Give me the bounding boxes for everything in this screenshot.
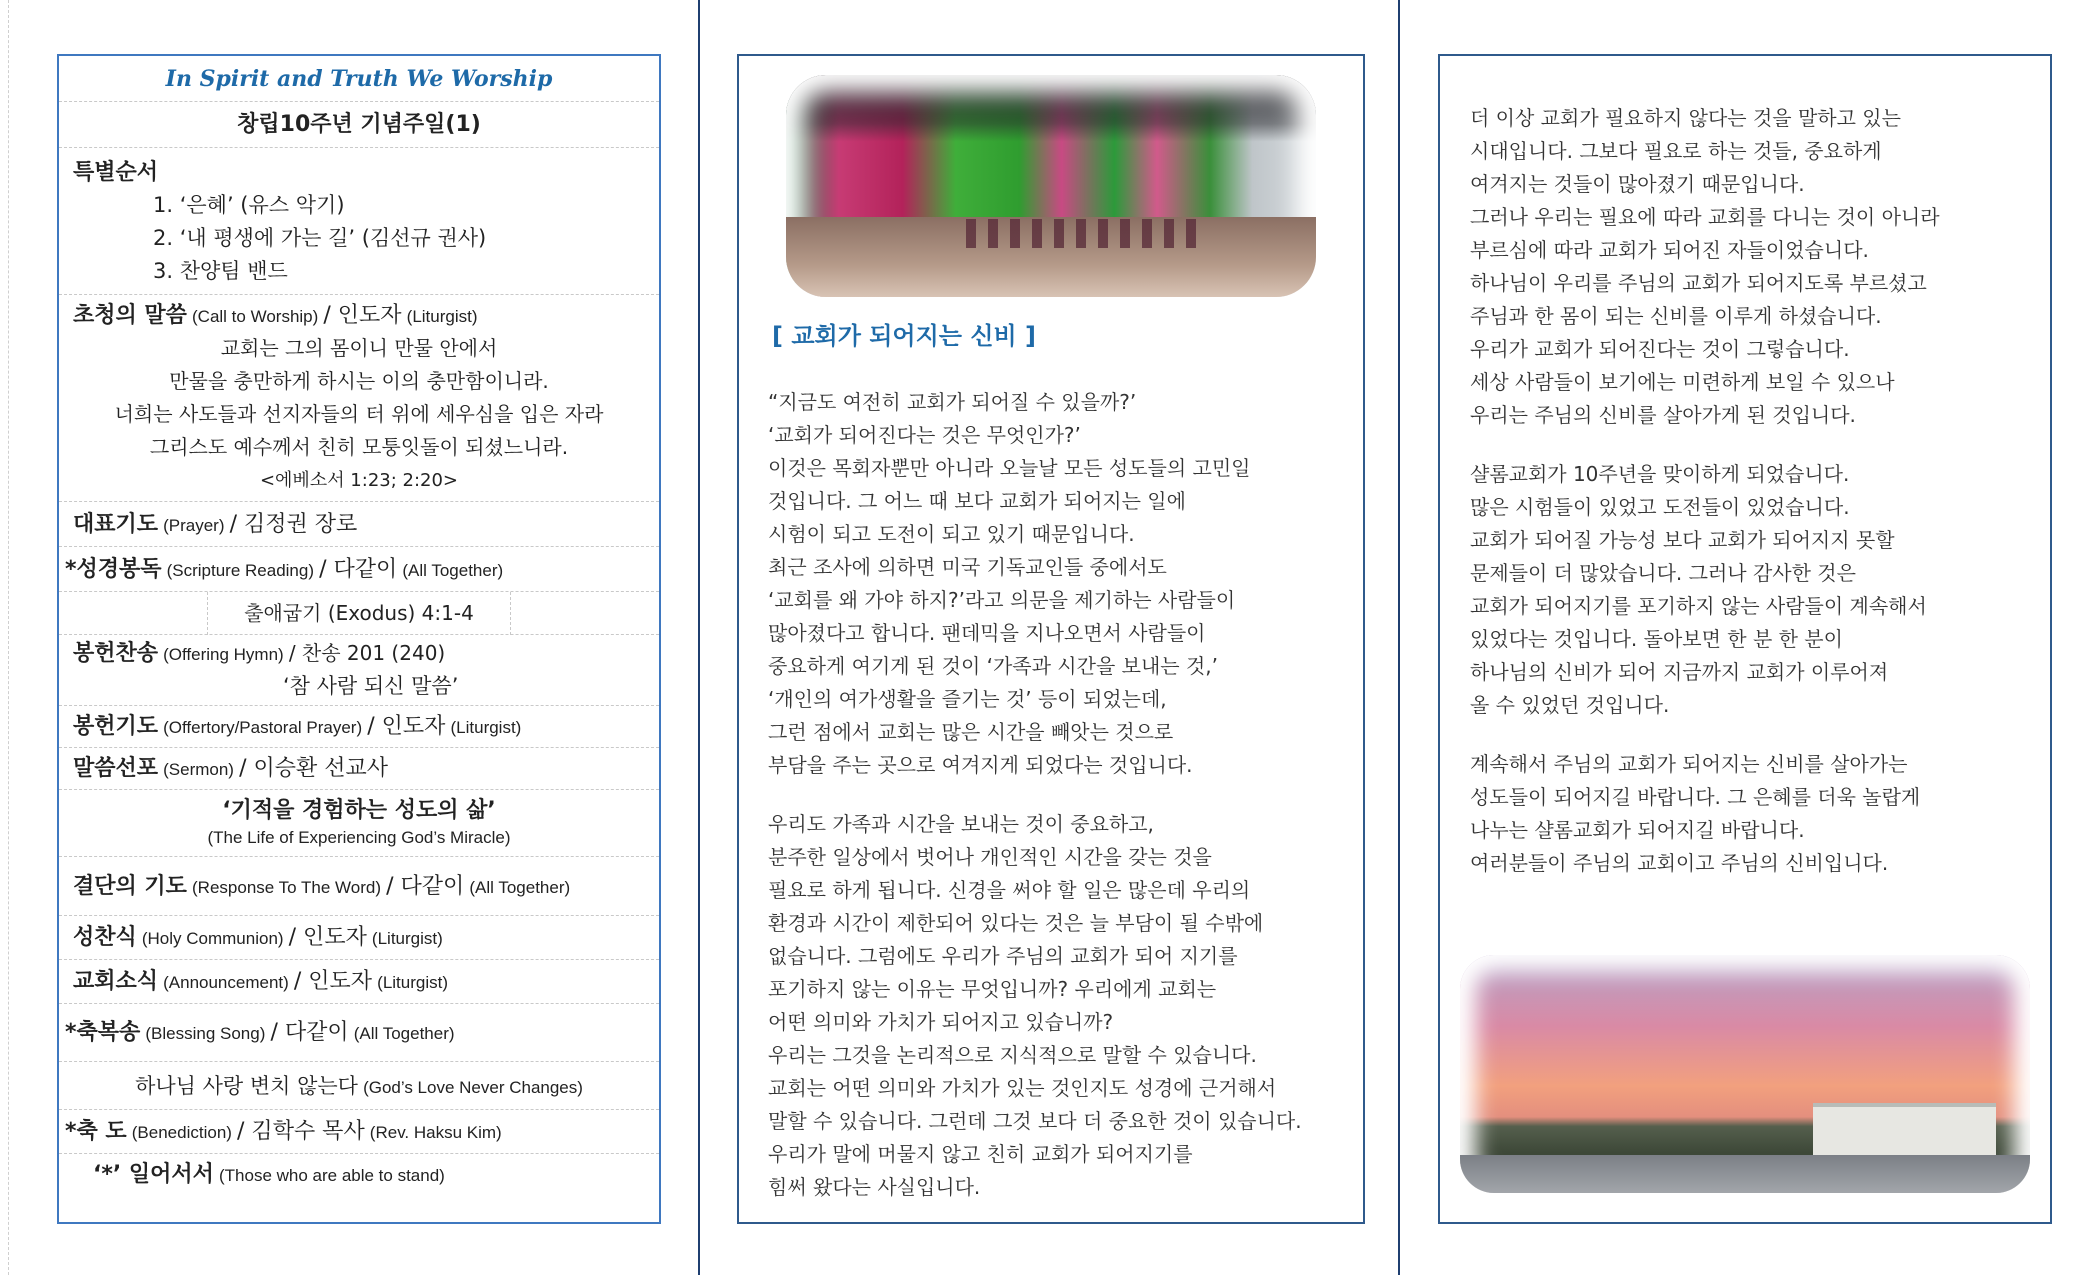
offering-hymn-title: ‘참 사람 되신 말씀’ bbox=[283, 674, 459, 698]
sermon-label: 말씀선포 bbox=[73, 756, 159, 781]
article-right-line: 주님과 한 몸이 되는 신비를 이루게 하셨습니다. bbox=[1470, 304, 1882, 328]
article-right-line: 올 수 있었던 것입니다. bbox=[1470, 693, 1670, 717]
sermon-speaker: / 이승환 선교사 bbox=[239, 756, 388, 781]
announcement-label: 교회소식 bbox=[73, 969, 159, 994]
fold-line-1 bbox=[698, 0, 700, 1275]
blessing-song-label-en: (Blessing Song) bbox=[145, 1024, 266, 1043]
call-leader: / 인도자 bbox=[323, 303, 402, 328]
special-item-2: 2. ‘내 평생에 가는 길’ (김선규 권사) bbox=[153, 226, 487, 250]
response-leader-en: (All Together) bbox=[469, 878, 571, 897]
benediction-leader: / 김학수 목사 bbox=[237, 1119, 365, 1144]
article-title: [ 교회가 되어지는 신비 ] bbox=[772, 322, 1037, 350]
article-left-line: 그런 점에서 교회는 많은 시간을 빼앗는 것으로 bbox=[768, 720, 1174, 744]
communion-row bbox=[59, 916, 659, 960]
announcement-row bbox=[59, 960, 659, 1004]
response-leader: / 다같이 bbox=[386, 874, 465, 899]
sermon-row bbox=[59, 748, 659, 790]
article-right-line: 부르심에 따라 교회가 되어진 자들이었습니다. bbox=[1470, 238, 1869, 262]
offertory-label-en: (Offertory/Pastoral Prayer) bbox=[163, 718, 363, 737]
article-right-line: 하나님이 우리를 주님의 교회가 되어지도록 부르셨고 bbox=[1470, 271, 1927, 295]
special-program-heading: 특별순서 bbox=[73, 160, 159, 185]
article-right-line: 많은 시험들이 있었고 도전들이 있었습니다. bbox=[1470, 495, 1850, 519]
offertory-leader: / 인도자 bbox=[367, 714, 446, 739]
call-verse-1: 교회는 그의 몸이니 만물 안에서 bbox=[220, 336, 498, 360]
call-verse-ref: <에베소서 1:23; 2:20> bbox=[259, 470, 459, 491]
article-left-line: 환경과 시간이 제한되어 있다는 것은 늘 부담이 될 수밖에 bbox=[768, 911, 1264, 935]
article-right-line: 있었다는 것입니다. 돌아보면 한 분 한 분이 bbox=[1470, 627, 1843, 651]
call-leader-en: (Liturgist) bbox=[406, 307, 478, 326]
stand-note-label: ‘*’ 일어서서 bbox=[93, 1162, 214, 1187]
article-right-line: 나누는 샬롬교회가 되어지길 바랍니다. bbox=[1470, 818, 1805, 842]
stand-note-row bbox=[59, 1154, 659, 1196]
article-right-line: 그러나 우리는 필요에 따라 교회를 다니는 것이 아니라 bbox=[1470, 205, 1940, 229]
offertory-prayer-row bbox=[59, 706, 659, 748]
article-right-line: 세상 사람들이 보기에는 미련하게 보일 수 있으나 bbox=[1470, 370, 1895, 394]
sermon-title-en: (The Life of Experiencing God’s Miracle) bbox=[207, 828, 511, 847]
prayer-label: 대표기도 bbox=[73, 512, 159, 537]
article-right-line: 더 이상 교회가 필요하지 않다는 것을 말하고 있는 bbox=[1470, 106, 1901, 130]
article-left-line: 말할 수 있습니다. 그런데 그것 보다 더 중요한 것이 있습니다. bbox=[768, 1109, 1302, 1133]
response-prayer-row bbox=[59, 857, 659, 916]
call-verse-4: 그리스도 예수께서 친히 모퉁잇돌이 되셨느니라. bbox=[149, 435, 569, 459]
blessing-song-leader: / 다같이 bbox=[270, 1020, 349, 1045]
article-right-line: 교회가 되어질 가능성 보다 교회가 되어지지 못할 bbox=[1470, 528, 1895, 552]
article-right-line: 문제들이 더 많았습니다. 그러나 감사한 것은 bbox=[1470, 561, 1856, 585]
article-left-line: 분주한 일상에서 벗어나 개인적인 시간을 갖는 것을 bbox=[768, 845, 1212, 869]
communion-label: 성찬식 bbox=[73, 925, 137, 950]
article-left-line: 시험이 되고 도전이 되고 있기 때문입니다. bbox=[768, 522, 1135, 546]
benediction-label-en: (Benediction) bbox=[131, 1123, 232, 1142]
closing-hymn-ko: 하나님 사랑 변치 않는다 bbox=[135, 1074, 358, 1098]
blessing-song-leader-en: (All Together) bbox=[353, 1024, 455, 1043]
article-left-line: 최근 조사에 의하면 미국 기독교인들 중에서도 bbox=[768, 555, 1167, 579]
call-verse-3: 너희는 사도들과 선지자들의 터 위에 세우심을 입은 자라 bbox=[114, 402, 604, 426]
scripture-reading-row bbox=[59, 547, 659, 592]
special-item-1: 1. ‘은혜’ (유스 악기) bbox=[153, 193, 345, 217]
offertory-leader-en: (Liturgist) bbox=[450, 718, 522, 737]
article-left-line: ‘교회를 왜 가야 하지?’라고 의문을 제기하는 사람들이 bbox=[768, 588, 1236, 612]
article-left-line: 중요하게 여기게 된 것이 ‘가족과 시간을 보내는 것,’ bbox=[768, 654, 1218, 678]
prayer-leader: / 김정권 장로 bbox=[229, 512, 358, 537]
article-left-line: 어떤 의미와 가치가 되어지고 있습니까? bbox=[768, 1010, 1114, 1034]
closing-hymn-row bbox=[59, 1062, 659, 1110]
prayer-row bbox=[59, 502, 659, 547]
article-left-line: ‘개인의 여가생활을 즐기는 것’ 등이 되었는데, bbox=[768, 687, 1167, 711]
offering-hymn-row bbox=[59, 635, 659, 706]
benediction-label: *축 도 bbox=[65, 1119, 127, 1144]
church-building-sunset-photo bbox=[1460, 955, 2030, 1193]
offertory-label: 봉헌기도 bbox=[73, 714, 159, 739]
article-left-line: “지금도 여전히 교회가 되어질 수 있을까?’ bbox=[768, 390, 1137, 414]
call-to-worship-section bbox=[59, 295, 659, 502]
article-left-line: 우리도 가족과 시간을 보내는 것이 중요하고, bbox=[768, 812, 1154, 836]
call-verse-2: 만물을 충만하게 하시는 이의 충만함이니라. bbox=[169, 369, 549, 393]
article-column-right bbox=[1470, 102, 2040, 880]
church-interior-photo bbox=[786, 75, 1316, 297]
article-left-line: 교회는 어떤 의미와 가치가 있는 것인지도 성경에 근거해서 bbox=[768, 1076, 1277, 1100]
article-left-line: 이것은 목회자뿐만 아니라 오늘날 모든 성도들의 고민일 bbox=[768, 456, 1251, 480]
offering-hymn-number: / 찬송 201 (240) bbox=[288, 641, 446, 665]
paragraph-gap bbox=[1470, 722, 2040, 748]
article-right-line: 성도들이 되어지길 바랍니다. 그 은혜를 더욱 놀랍게 bbox=[1470, 785, 1921, 809]
article-left-line: 필요로 하게 됩니다. 신경을 써야 할 일은 많은데 우리의 bbox=[768, 878, 1251, 902]
article-left-line: 없습니다. 그럼에도 우리가 주님의 교회가 되어 지기를 bbox=[768, 944, 1238, 968]
paragraph-gap bbox=[1470, 432, 2040, 458]
worship-theme: In Spirit and Truth We Worship bbox=[59, 56, 659, 102]
call-label: 초청의 말씀 bbox=[73, 303, 187, 328]
offering-hymn-label-en: (Offering Hymn) bbox=[163, 645, 284, 664]
scripture-leader-en: (All Together) bbox=[402, 561, 504, 580]
scripture-label-en: (Scripture Reading) bbox=[166, 561, 315, 580]
response-label-en: (Response To The Word) bbox=[192, 878, 381, 897]
article-left-line: 것입니다. 그 어느 때 보다 교회가 되어지는 일에 bbox=[768, 489, 1186, 513]
offering-hymn-label: 봉헌찬송 bbox=[73, 641, 159, 666]
article-left-line: 우리는 그것을 논리적으로 지식적으로 말할 수 있습니다. bbox=[768, 1043, 1257, 1067]
article-right-line: 샬롬교회가 10주년을 맞이하게 되었습니다. bbox=[1470, 462, 1850, 486]
article-right-line: 우리가 교회가 되어진다는 것이 그렇습니다. bbox=[1470, 337, 1850, 361]
article-left-line: 많아졌다고 합니다. 팬데믹을 지나오면서 사람들이 bbox=[768, 621, 1206, 645]
page-edge-line bbox=[8, 0, 9, 1275]
scripture-leader: / 다같이 bbox=[319, 557, 398, 582]
article-left-line: 우리가 말에 머물지 않고 친히 교회가 되어지기를 bbox=[768, 1142, 1193, 1166]
article-left-line: 부담을 주는 곳으로 여겨지게 되었다는 것입니다. bbox=[768, 753, 1193, 777]
stand-note-en: (Those who are able to stand) bbox=[218, 1166, 445, 1185]
special-item-3: 3. 찬양팀 밴드 bbox=[153, 259, 288, 283]
announcement-leader-en: (Liturgist) bbox=[377, 973, 449, 992]
sermon-label-en: (Sermon) bbox=[163, 760, 234, 779]
article-left-line: 힘써 왔다는 사실입니다. bbox=[768, 1175, 981, 1199]
scripture-label: *성경봉독 bbox=[65, 557, 162, 582]
article-left-line: ‘교회가 되어진다는 것은 무엇인가?’ bbox=[768, 423, 1081, 447]
announcement-leader: / 인도자 bbox=[293, 969, 373, 994]
call-label-en: (Call to Worship) bbox=[192, 307, 319, 326]
article-left-line: 포기하지 않는 이유는 무엇입니까? 우리에게 교회는 bbox=[768, 977, 1217, 1001]
service-title: 창립10주년 기념주일(1) bbox=[59, 102, 659, 148]
article-right-line: 계속해서 주님의 교회가 되어지는 신비를 살아가는 bbox=[1470, 752, 1908, 776]
prayer-label-en: (Prayer) bbox=[163, 516, 225, 535]
fold-line-2 bbox=[1398, 0, 1400, 1275]
scripture-passage: 출애굽기 (Exodus) 4:1-4 bbox=[207, 592, 511, 635]
blessing-song-label: *축복송 bbox=[65, 1020, 141, 1045]
scripture-passage-row bbox=[59, 592, 659, 635]
paragraph-gap bbox=[768, 782, 1358, 808]
article-right-line: 하나님의 신비가 되어 지금까지 교회가 이루어져 bbox=[1470, 660, 1889, 684]
benediction-row bbox=[59, 1110, 659, 1154]
communion-label-en: (Holy Communion) bbox=[141, 929, 284, 948]
response-label: 결단의 기도 bbox=[73, 874, 187, 899]
article-right-line: 우리는 주님의 신비를 살아가게 된 것입니다. bbox=[1470, 403, 1856, 427]
article-right-line: 여겨지는 것들이 많아졌기 때문입니다. bbox=[1470, 172, 1805, 196]
special-program-section bbox=[59, 148, 659, 295]
sermon-title-row bbox=[59, 790, 659, 857]
article-right-line: 시대입니다. 그보다 필요로 하는 것들, 중요하게 bbox=[1470, 139, 1882, 163]
article-right-line: 여러분들이 주님의 교회이고 주님의 신비입니다. bbox=[1470, 851, 1889, 875]
article-right-line: 교회가 되어지기를 포기하지 않는 사람들이 계속해서 bbox=[1470, 594, 1927, 618]
closing-hymn-en: (God’s Love Never Changes) bbox=[363, 1078, 583, 1097]
blessing-song-row bbox=[59, 1004, 659, 1062]
sermon-title-ko: ‘기적을 경험하는 성도의 삶’ bbox=[222, 798, 496, 823]
order-of-worship-panel bbox=[57, 54, 661, 1224]
announcement-label-en: (Announcement) bbox=[163, 973, 289, 992]
communion-leader: / 인도자 bbox=[288, 925, 367, 950]
communion-leader-en: (Liturgist) bbox=[371, 929, 443, 948]
benediction-leader-en: (Rev. Haksu Kim) bbox=[369, 1123, 502, 1142]
article-column-left bbox=[768, 386, 1358, 1204]
